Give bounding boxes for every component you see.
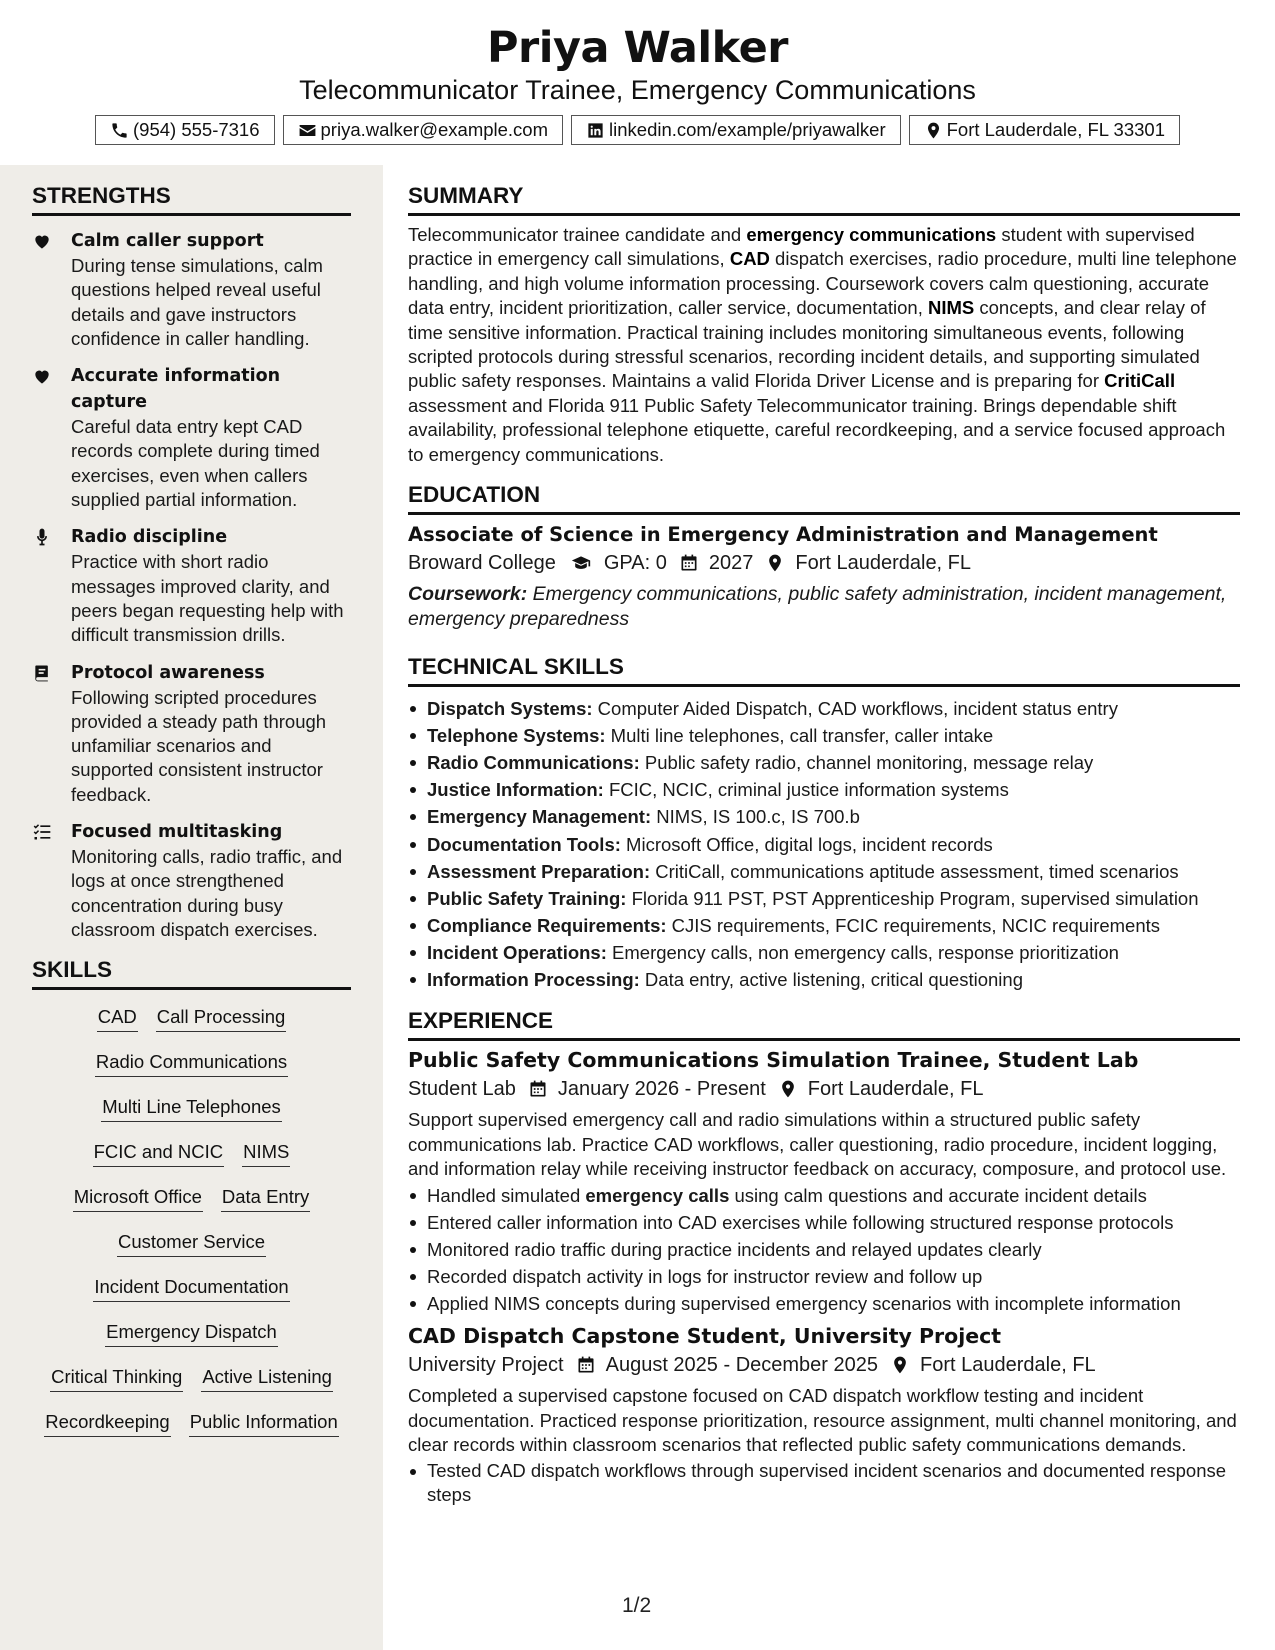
summary-segment: concepts, and clear relay of time sensitive information. Practical training includes monitoring simultaneous events, following scripted protocols during stressful scenarios, recording incident details, and supporting simulated public safety responses. Maintains a valid Florida Driver License and is preparing for: [408, 297, 1206, 392]
skill-row: [32, 1364, 351, 1409]
job-title: Public Safety Communications Simulation Trainee, Student Lab: [408, 1048, 1139, 1073]
tech-skill-item: [408, 885, 1240, 912]
tech-skill-item: [408, 966, 1240, 993]
skill-row: [32, 1094, 351, 1139]
job-bullet: [408, 1459, 1240, 1508]
bullet-text: Recorded dispatch activity in logs for instructor review and follow up: [427, 1266, 983, 1288]
tech-skill-label: Telephone Systems:: [427, 725, 606, 747]
main-column: [408, 165, 1240, 1508]
tech-skill-label: Radio Communications:: [427, 752, 640, 774]
summary-keyword: CAD: [729, 248, 770, 270]
candidate-name: Priya Walker: [487, 23, 788, 73]
tech-skill-value: CJIS requirements, FCIC requirements, NCIC requirements: [666, 914, 1161, 936]
tech-skill-item: [408, 939, 1240, 966]
strength-title: Accurate information capture: [71, 366, 281, 413]
tech-skill-value: Public safety radio, channel monitoring, message relay: [639, 752, 1094, 774]
tech-skill-label: Information Processing:: [427, 969, 640, 990]
strength-description: Monitoring calls, radio traffic, and logs at once strengthened concentration during busy classroom dispatch exercises.: [71, 846, 343, 940]
tech-skill-value: CritiCall, communications aptitude assessment, timed scenarios: [650, 860, 1179, 882]
summary-text: [408, 223, 1240, 467]
degree-title: Associate of Science in Emergency Administration and Management: [408, 523, 1158, 547]
summary-segment: Telecommunicator trainee candidate and: [408, 224, 747, 245]
skill-tag: Public Information: [189, 1409, 339, 1437]
tech-skill-label: Justice Information:: [427, 779, 604, 801]
technical-skills-heading: TECHNICAL SKILLS: [408, 653, 1240, 687]
gpa: GPA: 0: [603, 552, 667, 575]
strength-title: Radio discipline: [71, 527, 228, 548]
job-meta: [408, 1350, 1240, 1380]
tech-skill-value: Florida 911 PST, PST Apprenticeship Program, supervised simulation: [626, 887, 1199, 909]
bullet-text: Applied NIMS concepts during supervised emergency scenarios with incomplete information: [427, 1293, 1181, 1315]
tech-skill-label: Public Safety Training:: [427, 887, 627, 909]
skill-tag: Data Entry: [221, 1184, 310, 1212]
job-description: Completed a supervised capstone focused on CAD dispatch workflow testing and incident documentation. Practiced response prioritization, resource assignment, multi channel monitoring, and clear records within classroom scenarios that reflected public safety communications demands.: [408, 1385, 1237, 1456]
bullet-keyword: emergency calls: [585, 1185, 730, 1207]
coursework-label: Coursework:: [408, 583, 528, 606]
skill-row: [32, 1049, 351, 1094]
skill-tag: Multi Line Telephones: [101, 1094, 282, 1122]
skill-tag: Radio Communications: [95, 1049, 288, 1077]
skill-tag: CAD: [97, 1004, 138, 1032]
contact-email[interactable]: [283, 115, 564, 145]
job-entry: [408, 1322, 1240, 1507]
job-org: University Project: [408, 1354, 564, 1377]
skill-row: [32, 1004, 351, 1049]
job-bullets: [408, 1459, 1240, 1508]
job-bullet: [408, 1182, 1240, 1209]
book-icon: [32, 663, 52, 683]
map-pin-icon: [890, 1355, 910, 1375]
tech-skill-item: [408, 722, 1240, 749]
strength-item: [32, 660, 352, 807]
skill-row: [32, 1274, 351, 1319]
strength-title: Focused multitasking: [71, 822, 283, 843]
skill-tag: Customer Service: [117, 1229, 266, 1257]
summary-heading: SUMMARY: [408, 182, 1240, 216]
linkedin-icon: [586, 121, 605, 140]
tech-skill-label: Documentation Tools:: [427, 833, 621, 855]
experience-heading: EXPERIENCE: [408, 1007, 1240, 1041]
calendar-icon: [576, 1355, 596, 1375]
tech-skill-label: Compliance Requirements:: [427, 914, 667, 936]
skills-cloud: [32, 1004, 351, 1454]
contact-email-text: priya.walker@example.com: [320, 119, 549, 140]
calendar-icon: [679, 553, 699, 573]
skill-tag: FCIC and NCIC: [93, 1139, 225, 1167]
bullet-text: Tested CAD dispatch workflows through supervised incident scenarios and documented response steps: [427, 1459, 1227, 1506]
strength-description: Careful data entry kept CAD records complete during timed exercises, even when callers supplied partial information.: [71, 416, 320, 511]
job-title: CAD Dispatch Capstone Student, University Project: [408, 1324, 1002, 1349]
page-number: 1/2: [622, 1594, 652, 1617]
tech-skill-item: [408, 776, 1240, 803]
graduation-cap-icon: [568, 553, 594, 573]
summary-keyword: CritiCall: [1104, 370, 1176, 392]
job-entry: [408, 1046, 1240, 1317]
heart-icon: [32, 366, 52, 386]
contact-location-text: Fort Lauderdale, FL 33301: [946, 119, 1165, 140]
tech-skill-item: [408, 749, 1240, 776]
job-dates: August 2025 - December 2025: [605, 1354, 879, 1377]
tech-skill-label: Incident Operations:: [427, 941, 607, 963]
tech-skill-value: Emergency calls, non emergency calls, response prioritization: [606, 941, 1119, 963]
contact-linkedin[interactable]: [571, 115, 901, 145]
tech-skill-label: Emergency Management:: [427, 806, 652, 828]
skill-tag: Emergency Dispatch: [105, 1319, 278, 1347]
checklist-icon: [32, 822, 52, 842]
heart-icon: [32, 231, 52, 251]
job-bullet: [408, 1290, 1240, 1317]
resume-header: [0, 22, 1275, 145]
strength-title: Calm caller support: [71, 231, 264, 251]
tech-skill-value: Microsoft Office, digital logs, incident records: [620, 833, 993, 855]
strength-description: During tense simulations, calm questions helped reveal useful details and gave instructors confidence in caller handling.: [71, 255, 323, 349]
envelope-icon: [298, 121, 317, 140]
job-bullet: [408, 1263, 1240, 1290]
strength-title: Protocol awareness: [71, 662, 265, 683]
school-name: Broward College: [408, 552, 556, 575]
school-location: Fort Lauderdale, FL: [795, 552, 972, 575]
skill-row: [32, 1409, 351, 1454]
skill-row: [32, 1229, 351, 1274]
bullet-text: Monitored radio traffic during practice incidents and relayed updates clearly: [427, 1239, 1042, 1261]
contact-location[interactable]: [909, 115, 1180, 145]
strengths-list: [32, 228, 352, 942]
skill-row: [32, 1139, 351, 1184]
job-dates: January 2026 - Present: [557, 1078, 766, 1101]
skill-row: [32, 1184, 351, 1229]
technical-skills-list: [408, 695, 1240, 993]
strengths-heading: STRENGTHS: [32, 182, 351, 216]
skill-tag: NIMS: [242, 1139, 290, 1167]
tech-skill-item: [408, 831, 1240, 858]
job-location: Fort Lauderdale, FL: [920, 1354, 1096, 1377]
job-bullets: [408, 1182, 1240, 1317]
candidate-title: Telecommunicator Trainee, Emergency Communications: [299, 75, 976, 105]
map-pin-icon: [924, 121, 943, 140]
job-description: Support supervised emergency call and radio simulations within a structured public safety communications lab. Practice CAD workflows, caller questioning, radio procedure, incident logging, and information relay while receiving instructor feedback on accuracy, composure, and protocol use.: [408, 1109, 1227, 1179]
tech-skill-value: FCIC, NCIC, criminal justice information systems: [603, 779, 1009, 801]
coursework: [408, 582, 1240, 631]
strength-description: Practice with short radio messages improved clarity, and peers began requesting help with difficult transmission drills.: [71, 551, 344, 646]
summary-segment: dispatch exercises, radio procedure, multi line telephone handling, and high volume information processing. Coursework covers calm questioning, accurate data entry, incident prioritization, caller service, documentation,: [408, 248, 1237, 319]
strength-item: [32, 228, 352, 351]
strength-item: [32, 363, 352, 512]
tech-skill-value: NIMS, IS 100.c, IS 700.b: [651, 806, 860, 828]
map-pin-icon: [778, 1079, 798, 1099]
strength-item: [32, 819, 352, 942]
skill-row: [32, 1319, 351, 1364]
skills-heading: SKILLS: [32, 956, 351, 990]
microphone-icon: [32, 527, 52, 547]
contact-phone-text: (954) 555-7316: [133, 119, 260, 140]
tech-skill-value: Multi line telephones, call transfer, caller intake: [605, 725, 994, 747]
contact-phone[interactable]: [95, 115, 275, 145]
job-meta: [408, 1074, 1240, 1104]
job-org: Student Lab: [408, 1078, 516, 1101]
map-pin-icon: [765, 553, 785, 573]
tech-skill-item: [408, 858, 1240, 885]
tech-skill-value: Computer Aided Dispatch, CAD workflows, incident status entry: [592, 698, 1118, 720]
strength-description: Following scripted procedures provided a steady path through unfamiliar scenarios and supported consistent instructor feedback.: [71, 686, 327, 805]
job-location: Fort Lauderdale, FL: [807, 1078, 984, 1101]
tech-skill-label: Assessment Preparation:: [427, 860, 651, 882]
tech-skill-item: [408, 803, 1240, 830]
bullet-text: Handled simulated: [427, 1185, 586, 1207]
tech-skill-value: Data entry, active listening, critical questioning: [639, 969, 1023, 990]
summary-segment: student with supervised practice in emergency call simulations,: [408, 224, 1195, 270]
tech-skill-item: [408, 695, 1240, 722]
skill-tag: Call Processing: [156, 1004, 287, 1032]
bullet-text: Entered caller information into CAD exercises while following structured response protocols: [427, 1212, 1174, 1234]
tech-skill-label: Dispatch Systems:: [427, 698, 593, 720]
summary-keyword: emergency communications: [746, 224, 997, 245]
job-bullet: [408, 1209, 1240, 1236]
phone-icon: [110, 121, 129, 140]
skill-tag: Active Listening: [201, 1364, 333, 1392]
strength-item: [32, 524, 352, 647]
education-heading: EDUCATION: [408, 481, 1240, 515]
skill-tag: Critical Thinking: [50, 1364, 183, 1392]
graduation-year: 2027: [708, 552, 754, 575]
skill-tag: Recordkeeping: [44, 1409, 170, 1437]
contact-bar: [0, 115, 1275, 145]
contact-linkedin-text: linkedin.com/example/priyawalker: [609, 119, 886, 140]
bullet-text: using calm questions and accurate incident details: [729, 1185, 1147, 1207]
job-bullet: [408, 1236, 1240, 1263]
summary-keyword: NIMS: [927, 297, 975, 319]
tech-skill-item: [408, 912, 1240, 939]
coursework-text: Emergency communications, public safety administration, incident management, emergency preparedness: [408, 583, 1227, 630]
summary-segment: assessment and Florida 911 Public Safety Telecommunicator training. Brings dependable shift availability, professional telephone etiquette, careful recordkeeping, and a service focused approach to emergency communications.: [408, 394, 1226, 465]
skill-tag: Microsoft Office: [73, 1184, 203, 1212]
skill-tag: Incident Documentation: [93, 1274, 289, 1302]
sidebar: [0, 165, 383, 1650]
calendar-icon: [528, 1079, 548, 1099]
education-meta: [408, 548, 1240, 578]
